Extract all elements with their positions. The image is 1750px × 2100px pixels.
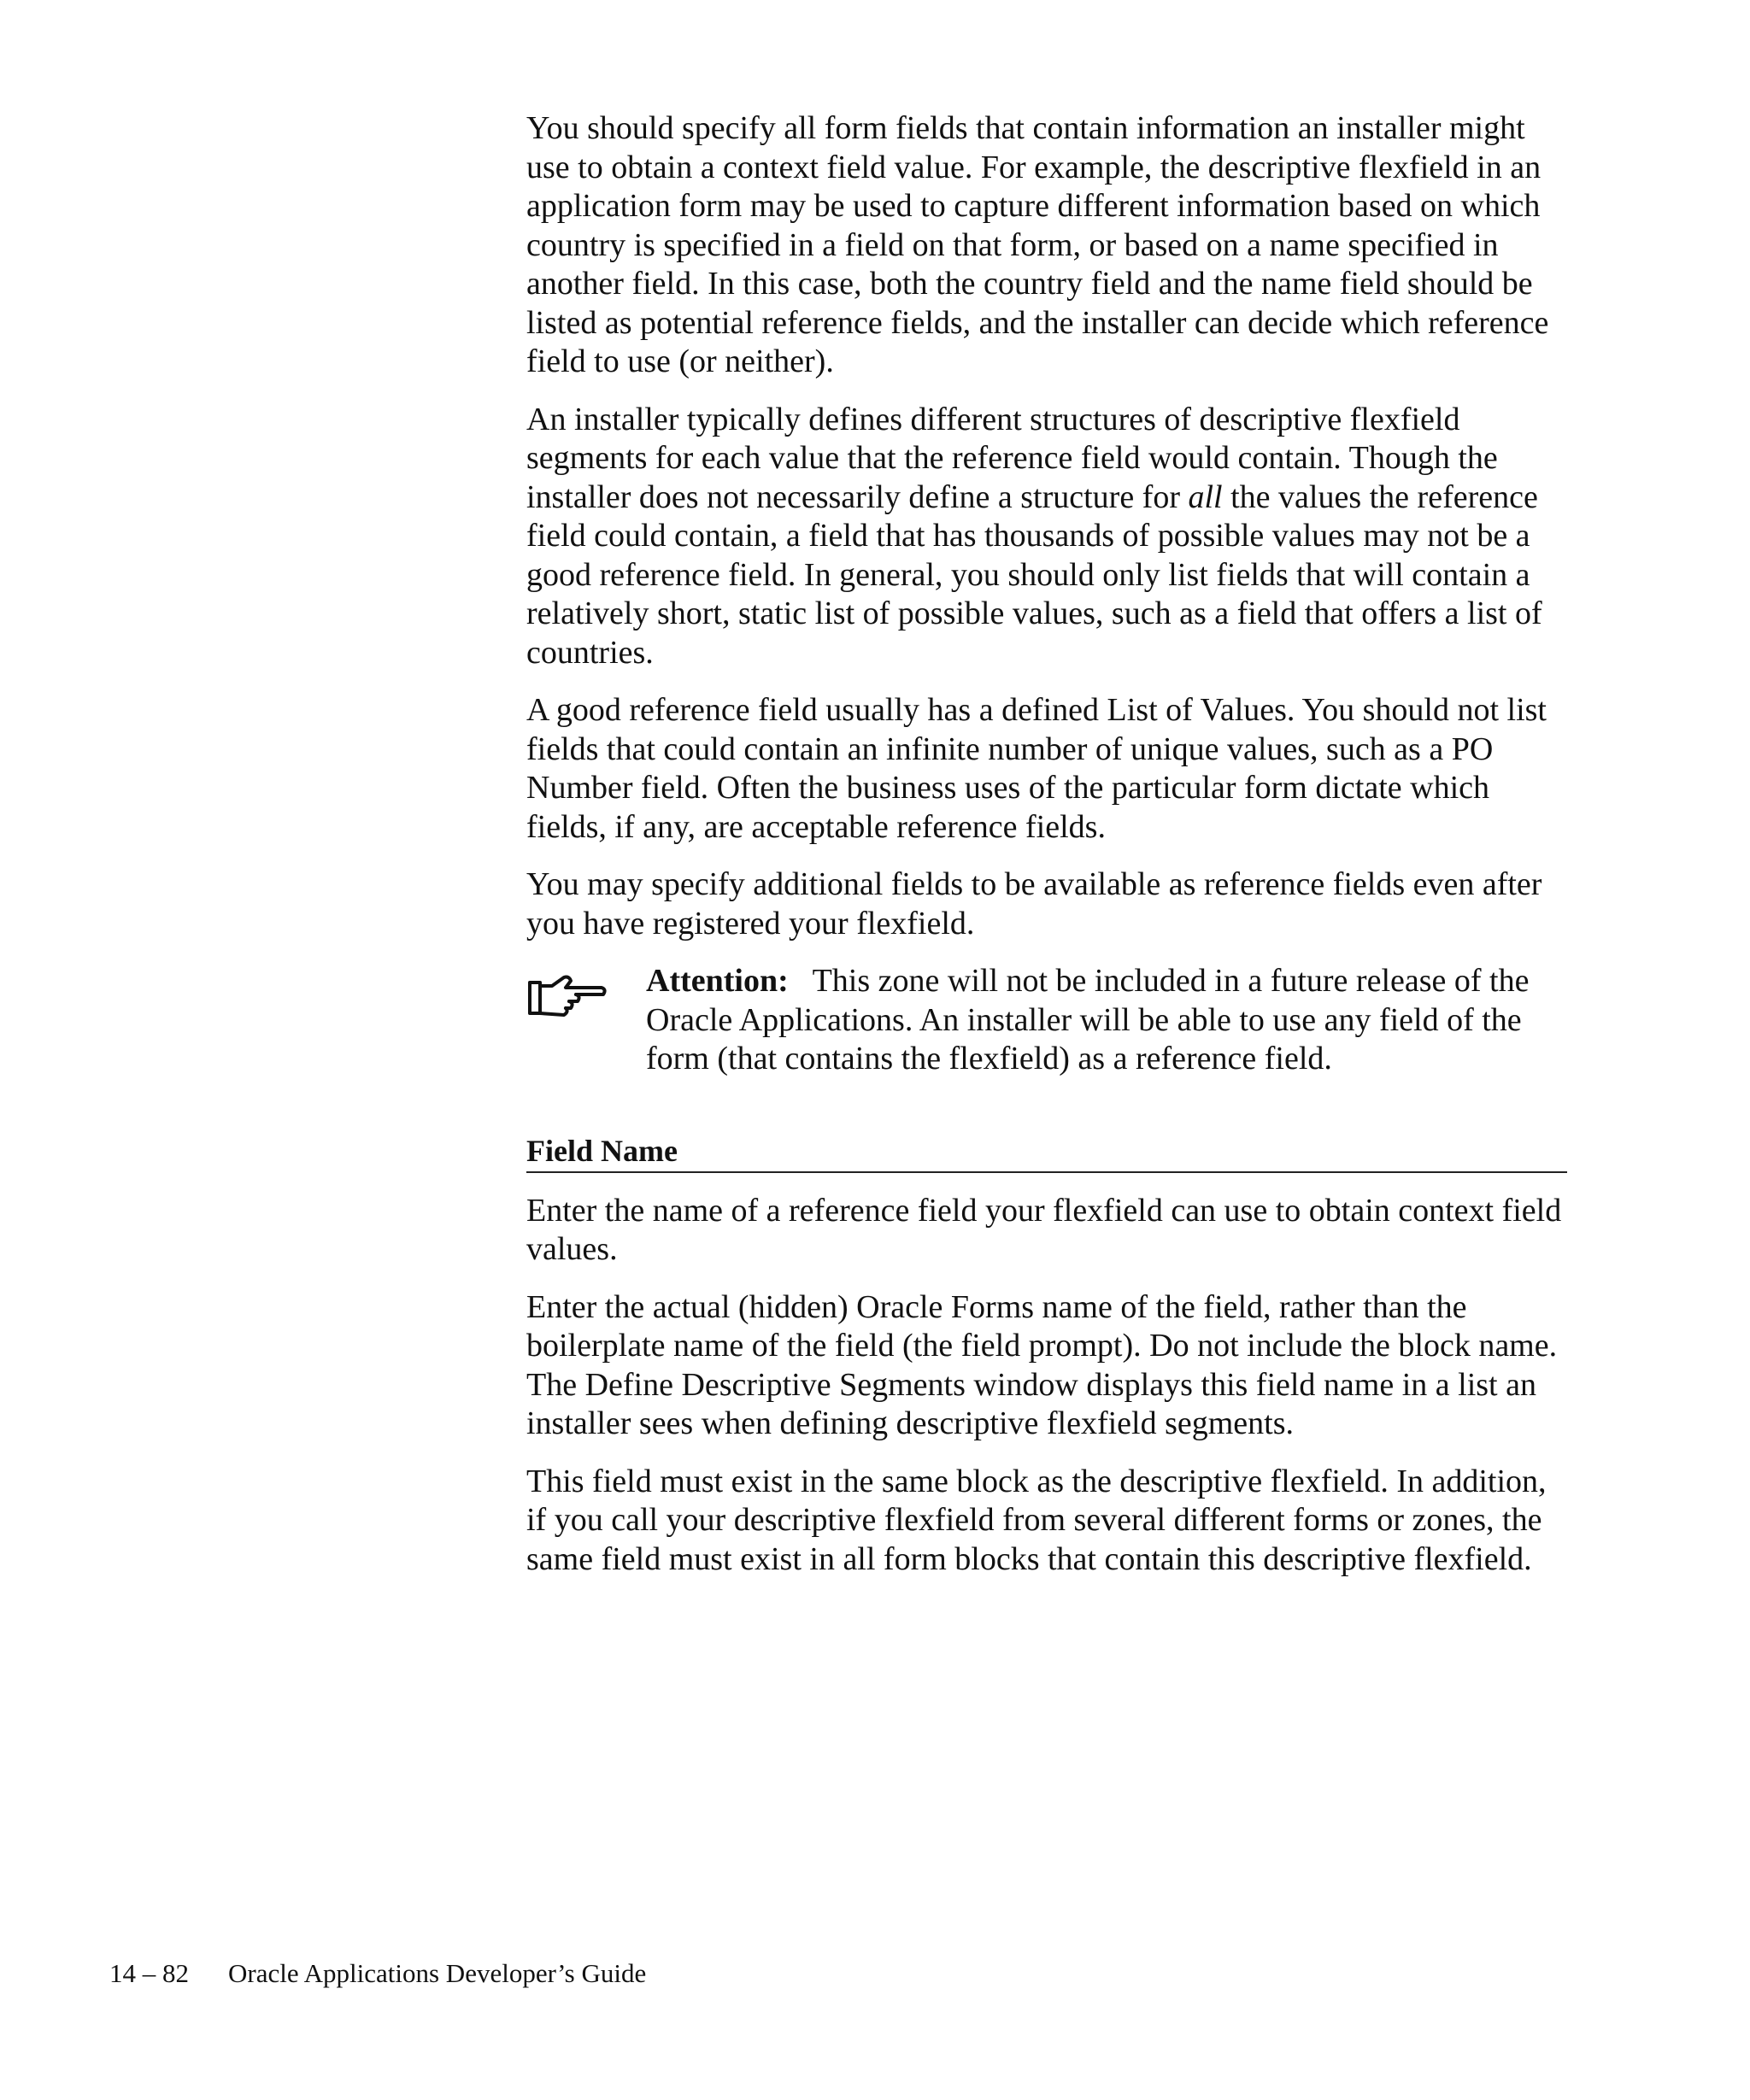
paragraph-installer-structures-part2: the values the reference field could contain, a field that has thousands of possible values may not be a good reference field. In general, you should only list fields that will contain a relatively short, static list of possible values, such as a field that offers a list of countries. [526,478,1542,671]
paragraph-same-block: This field must exist in the same block as the descriptive flexfield. In addition, if you call your descriptive flexfield from several different forms or zones, the same field must exist in all form blocks that contain this descriptive flexfield. [526,1463,1547,1577]
page-footer [109,1956,646,1991]
attention-text: This zone will not be included in a future release of the Oracle Applications. An installer will be able to use any field of the form (that contains the flexfield) as a reference field. [646,963,1530,1076]
paragraph-good-reference-field: A good reference field usually has a defined List of Values. You should not list fields that could contain an infinite number of unique values, such as a PO Number field. Often the business uses of the particular form dictate which fields, if any, are acceptable reference fields. [526,692,1547,845]
attention-label: Attention: [646,963,789,999]
paragraph-context-fields: You should specify all form fields that contain information an installer might use to obtain a context field value. For example, the descriptive flexfield in an application form may be used to capture different information based on which country is specified in a field on that form, or based on a name specified in another field. In this case, both the country field and the name field should be listed as potential reference fields, and the installer can decide which reference field to use (or neither). [526,110,1549,379]
emphasis-all: all [1188,478,1223,515]
attention-text-block [646,962,1567,1079]
attention-note [526,962,1567,1079]
section-heading: Field Name [526,1133,678,1168]
pointing-hand-icon [526,971,608,1022]
page-body [526,109,1567,1598]
paragraph-installer-structures-part1: An installer typically defines different structures of descriptive flexfield segments for each value that the reference field would contain. Though the installer does not necessarily define a structure for [526,401,1498,515]
section-heading-rule [526,1132,1567,1173]
book-title: Oracle Applications Developer’s Guide [228,1958,647,1988]
paragraph-installer-structures [526,401,1567,673]
paragraph-actual-name: Enter the actual (hidden) Oracle Forms name of the field, rather than the boilerplate name of the field (the field prompt). Do not include the block name. The Define Descriptive Segments window displays this field name in a list an installer sees when defining descriptive flexfield segments. [526,1288,1558,1441]
paragraph-additional-fields: You may specify additional fields to be available as reference fields even after you have registered your flexfield. [526,866,1542,941]
paragraph-enter-name: Enter the name of a reference field your flexfield can use to obtain context field values. [526,1192,1562,1267]
page-number: 14 – 82 [109,1958,189,1988]
